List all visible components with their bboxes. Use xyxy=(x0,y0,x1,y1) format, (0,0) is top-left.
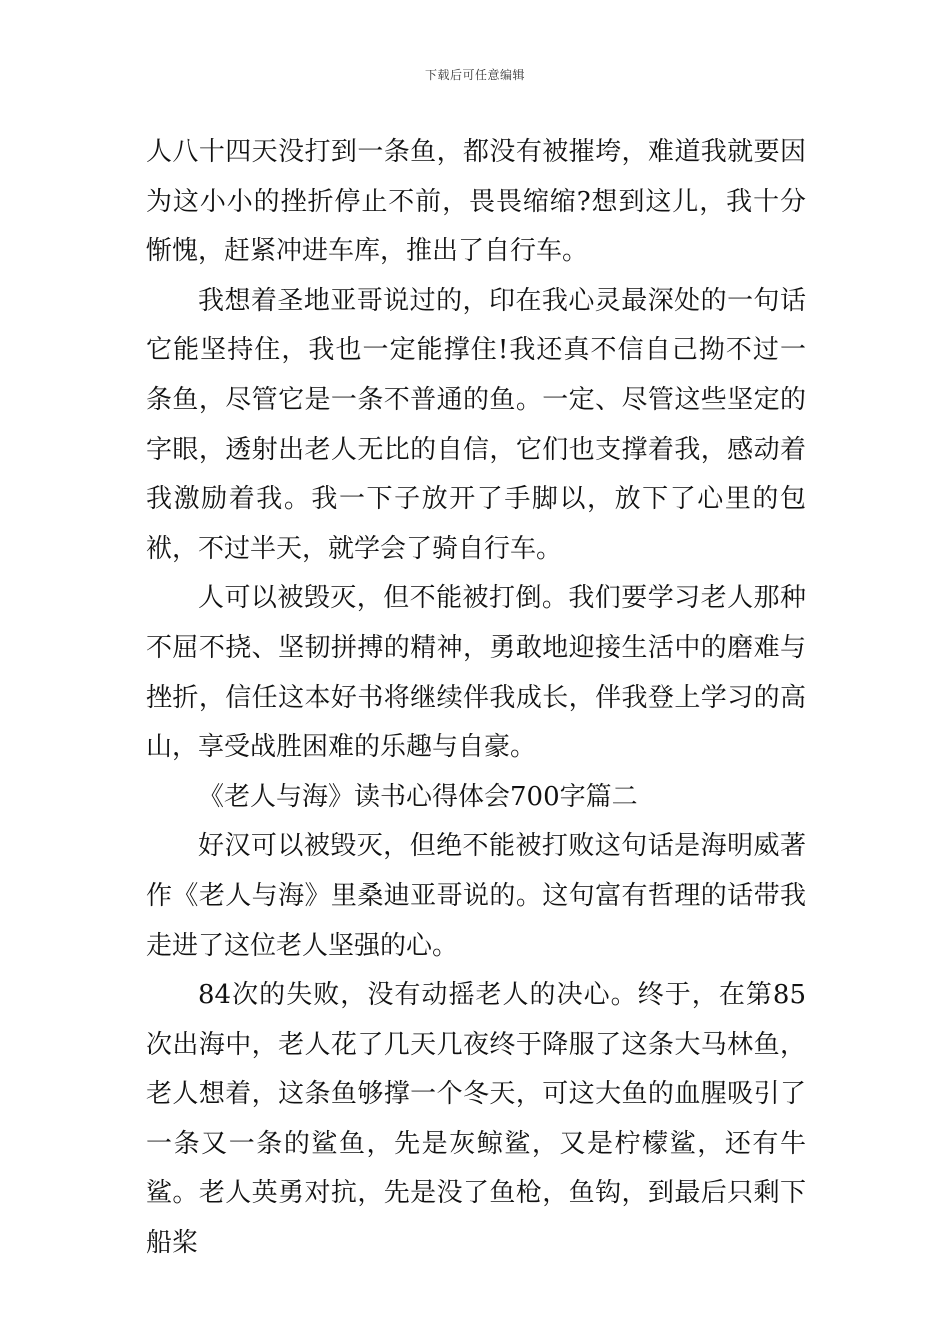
paragraph: 人可以被毁灭，但不能被打倒。我们要学习老人那种不屈不挠、坚韧拼搏的精神，勇敢地迎接生活中的磨难与挫折，信任这本好书将继续伴我成长，伴我登上学习的高山，享受战胜困难的乐趣与自豪。 xyxy=(146,583,806,763)
section-heading: 《老人与海》读书心得体会700字篇二 xyxy=(198,781,638,812)
paragraph: 好汉可以被毁灭，但绝不能被打败这句话是海明威著作《老人与海》里桑迪亚哥说的。这句富有哲理的话带我走进了这位老人坚强的心。 xyxy=(146,831,806,961)
paragraph: 我想着圣地亚哥说过的，印在我心灵最深处的一句话它能坚持住，我也一定能撑住!我还真不信自己拗不过一条鱼，尽管它是一条不普通的鱼。一定、尽管这些坚定的字眼，透射出老人无比的自信，它们也支撑着我，感动着我激励着我。我一下子放开了手脚以，放下了心里的包袱，不过半天，就学会了骑自行车。 xyxy=(146,285,806,564)
paragraph: 84次的失败，没有动摇老人的决心。终于，在第85次出海中，老人花了几天几夜终于降服了这条大马林鱼，老人想着，这条鱼够撑一个冬天，可这大鱼的血腥吸引了一条又一条的鲨鱼，先是灰鲸鲨，又是柠檬鲨，还有牛鲨。老人英勇对抗，先是没了鱼枪，鱼钩，到最后只剩下船桨 xyxy=(146,980,806,1259)
paragraph-continuation: 人八十四天没打到一条鱼，都没有被摧垮，难道我就要因为这小小的挫折停止不前，畏畏缩缩?想到这儿，我十分惭愧，赶紧冲进车库，推出了自行车。 xyxy=(146,137,806,267)
document-body xyxy=(146,128,806,1269)
page-header-note: 下载后可任意编辑 xyxy=(424,68,525,82)
